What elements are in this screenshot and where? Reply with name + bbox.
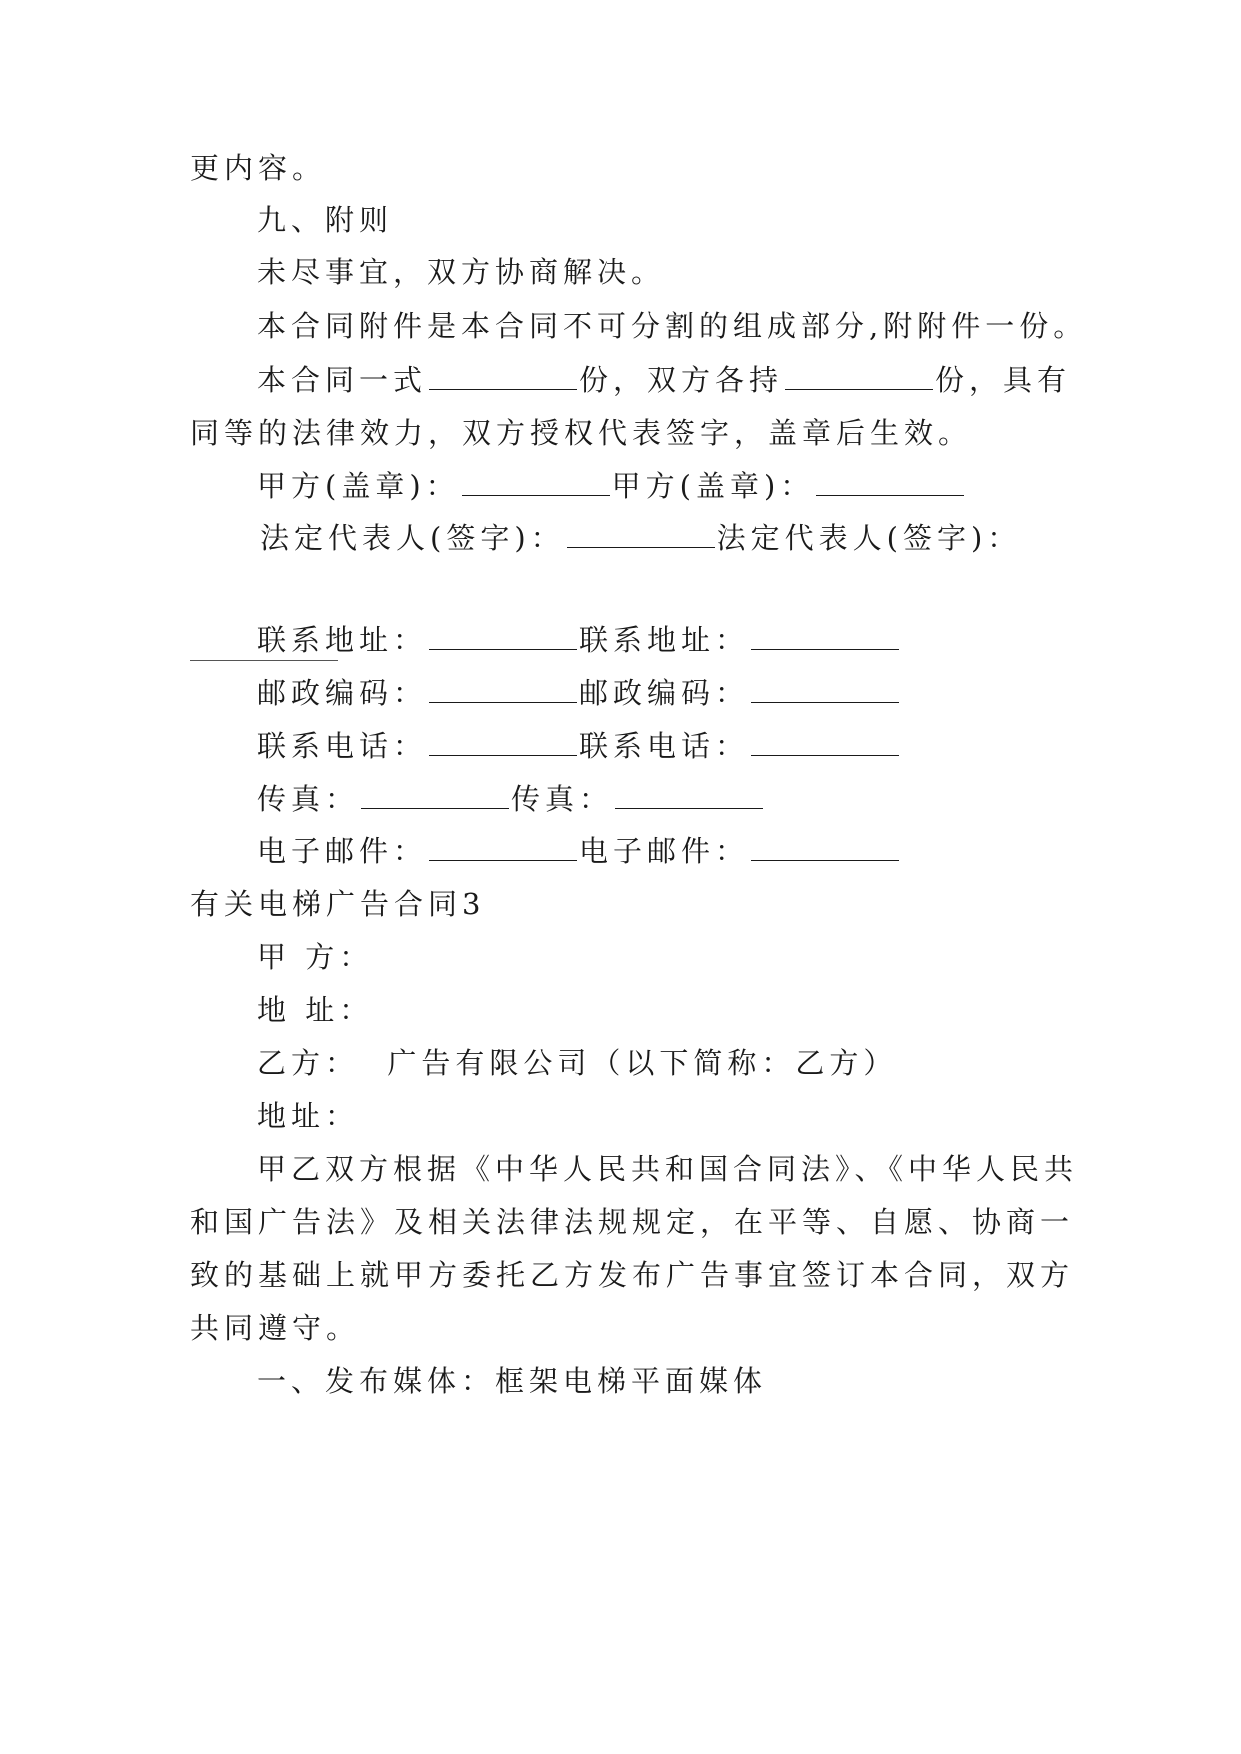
fill-blank[interactable]: [751, 648, 899, 650]
fill-blank[interactable]: [429, 701, 577, 703]
fill-blank[interactable]: [462, 494, 610, 496]
text: 甲 方：: [257, 940, 374, 974]
text: 和国广告法》及相关法律法规规定，在平等、自愿、协商一: [190, 1205, 1075, 1239]
party-b-address: [257, 1096, 359, 1136]
text: 一、发布媒体：框架电梯平面媒体: [257, 1364, 768, 1398]
contact-email: [257, 831, 901, 871]
party-b-line: [257, 1043, 897, 1083]
fill-blank[interactable]: [785, 388, 933, 390]
paragraph-attachment: [257, 306, 1087, 346]
label: 联系地址：: [579, 623, 750, 657]
label: 传真：: [511, 782, 614, 816]
text: 九、附则: [257, 203, 394, 237]
fill-blank[interactable]: [751, 701, 899, 703]
text: 份，具有: [935, 363, 1072, 397]
text: 甲乙双方根据《中华人民共和国合同法》、《中华人民共: [257, 1152, 1079, 1186]
fill-blank[interactable]: [361, 807, 509, 809]
contract-title: [190, 884, 485, 924]
party-a-address: [257, 990, 373, 1030]
fill-blank[interactable]: [816, 494, 964, 496]
party-a-line: [257, 937, 373, 977]
text: 致的基础上就甲方委托乙方发布广告事宜签订本合同，双方: [190, 1258, 1075, 1292]
section-one-heading: [257, 1361, 767, 1401]
paragraph-unresolved: [257, 252, 665, 292]
paragraph-copies-cont: [190, 413, 972, 453]
text: 同等的法律效力，双方授权代表签字，盖章后生效。: [190, 416, 973, 450]
contact-fax: [257, 779, 765, 819]
contact-address: [257, 620, 901, 660]
text: 未尽事宜，双方协商解决。: [257, 255, 666, 289]
fill-blank[interactable]: [615, 807, 763, 809]
text: 有关电梯广告合同3: [190, 887, 486, 921]
label: 邮政编码：: [579, 676, 750, 710]
fill-blank[interactable]: [429, 388, 577, 390]
text: 乙方： 广告有限公司（以下简称：乙方）: [257, 1046, 898, 1080]
text: 地址：: [257, 1099, 360, 1133]
section-heading-appendix: [257, 200, 393, 240]
intro-paragraph-line1: [257, 1149, 1078, 1189]
intro-paragraph-line4: [190, 1308, 360, 1348]
label: 法定代表人(签字)：: [716, 521, 1022, 555]
label: 联系地址：: [257, 623, 428, 657]
signature-legal-rep: [260, 518, 1021, 558]
label: 传真：: [257, 782, 360, 816]
fill-blank[interactable]: [751, 859, 899, 861]
text: 地 址：: [257, 993, 374, 1027]
label: 联系电话：: [257, 729, 428, 763]
intro-paragraph-line2: [190, 1202, 1074, 1242]
text: 本合同附件是本合同不可分割的组成部分,附附件一份。: [257, 309, 1088, 343]
label: 联系电话：: [579, 729, 750, 763]
label: 甲方(盖章)：: [611, 469, 815, 503]
contact-zip: [257, 673, 901, 713]
contact-phone: [257, 726, 901, 766]
fill-blank[interactable]: [567, 546, 715, 548]
label: 电子邮件：: [579, 834, 750, 868]
intro-paragraph-line3: [190, 1255, 1074, 1295]
fill-blank[interactable]: [190, 660, 338, 661]
fill-blank[interactable]: [429, 754, 577, 756]
label: 法定代表人(签字)：: [260, 521, 565, 555]
text: 本合同一式: [257, 363, 428, 397]
label: 邮政编码：: [257, 676, 428, 710]
label: 电子邮件：: [257, 834, 428, 868]
fill-blank[interactable]: [751, 754, 899, 756]
fill-blank[interactable]: [429, 648, 577, 650]
text: 份，双方各持: [579, 363, 784, 397]
text: 更内容。: [190, 151, 327, 185]
paragraph-continuation: [190, 148, 326, 188]
fill-blank[interactable]: [429, 859, 577, 861]
paragraph-copies: [257, 360, 1071, 400]
text: 共同遵守。: [190, 1311, 361, 1345]
label: 甲方(盖章)：: [257, 469, 460, 503]
signature-party-a: [257, 466, 966, 506]
